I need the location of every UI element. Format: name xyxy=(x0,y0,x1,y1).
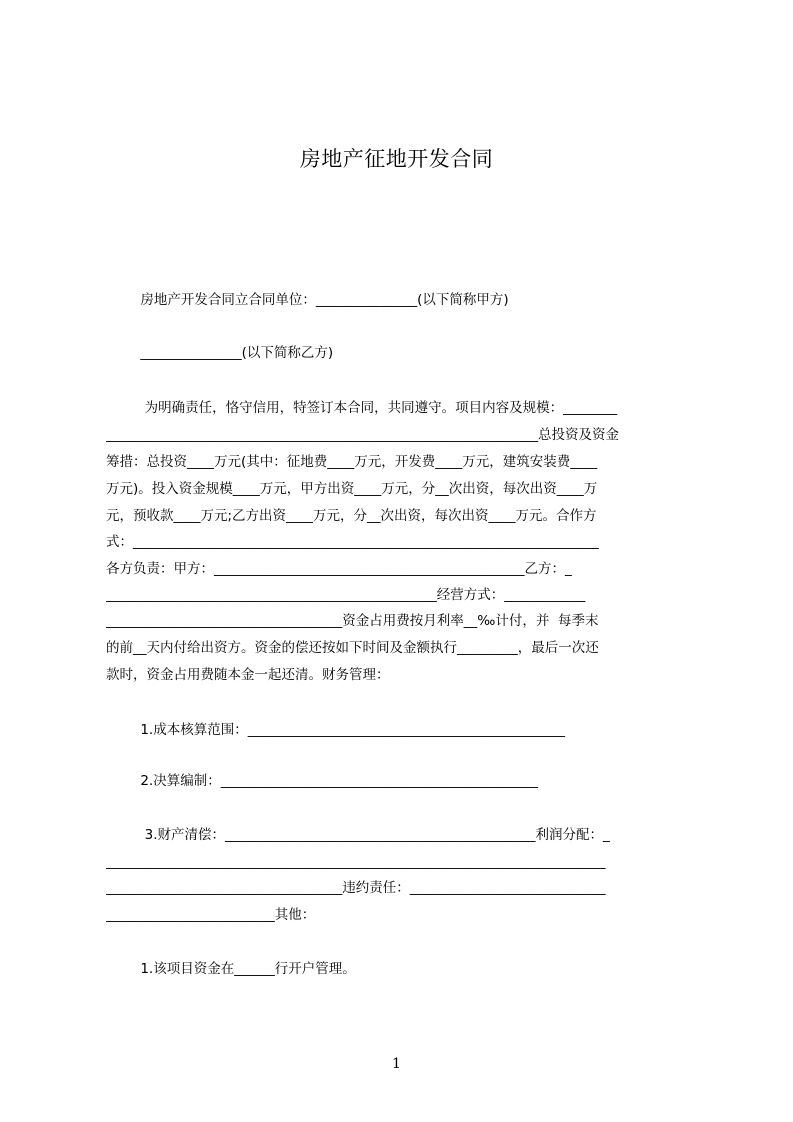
text-line-profit-blank: __________________________________________________________________________ xyxy=(106,854,606,870)
text-line-operation-mode: _________________________________________________经营方式：____________ xyxy=(106,587,586,603)
text-line-breach: ___________________________________违约责任：_____________________________ xyxy=(106,880,606,896)
text-line-cooperation: 式：_____________________________________________________________________ xyxy=(106,534,599,550)
text-line-bank-account: 1.该项目资金在______行开户管理。 xyxy=(106,961,356,977)
text-line-property-clearing: 3.财产清偿：______________________________________________利润分配：_ xyxy=(106,827,610,843)
page-number: 1 xyxy=(392,1056,401,1072)
text-line-intro: 为明确责任，恪守信用，特签订本合同，共同遵守。项目内容及规模：________ xyxy=(106,400,618,416)
text-line-final-accounts: 2.决算编制：_______________________________________________ xyxy=(106,773,538,789)
text-line-capital-scale: 万元)。投入资金规模____万元，甲方出资____万元，分__次出资，每次出资____万 xyxy=(106,481,598,497)
text-line-other: _________________________其他： xyxy=(106,907,316,923)
text-line-capital-fee: ___________________________________资金占用费按月利率__‰计付，并 每季末 xyxy=(106,613,599,629)
text-line-prepayment: 元，预收款____万元;乙方出资____万元，分__次出资，每次出资____万元。合作方 xyxy=(106,508,597,524)
text-line-party-b: _______________(以下简称乙方) xyxy=(106,345,334,361)
text-line-finance-management: 款时，资金占用费随本金一起还清。财务管理： xyxy=(106,667,390,683)
document-title: 房地产征地开发合同 xyxy=(299,147,494,171)
text-line-cost-scope: 1.成本核算范围：_______________________________________________ xyxy=(106,722,565,738)
text-line-party-a: 房地产开发合同立合同单位：_______________(以下简称甲方) xyxy=(106,292,509,308)
text-line-investment: 筹措：总投资____万元(其中：征地费____万元，开发费____万元，建筑安装费____ xyxy=(106,454,598,470)
text-line-project-content: ________________________________________________________________总投资及资金 xyxy=(106,427,619,443)
text-line-responsibilities: 各方负责：甲方：______________________________________________乙方：_ xyxy=(106,561,572,577)
text-line-repayment: 的前__天内付给出资方。资金的偿还按如下时间及金额执行_________，最后一次还 xyxy=(106,640,599,656)
